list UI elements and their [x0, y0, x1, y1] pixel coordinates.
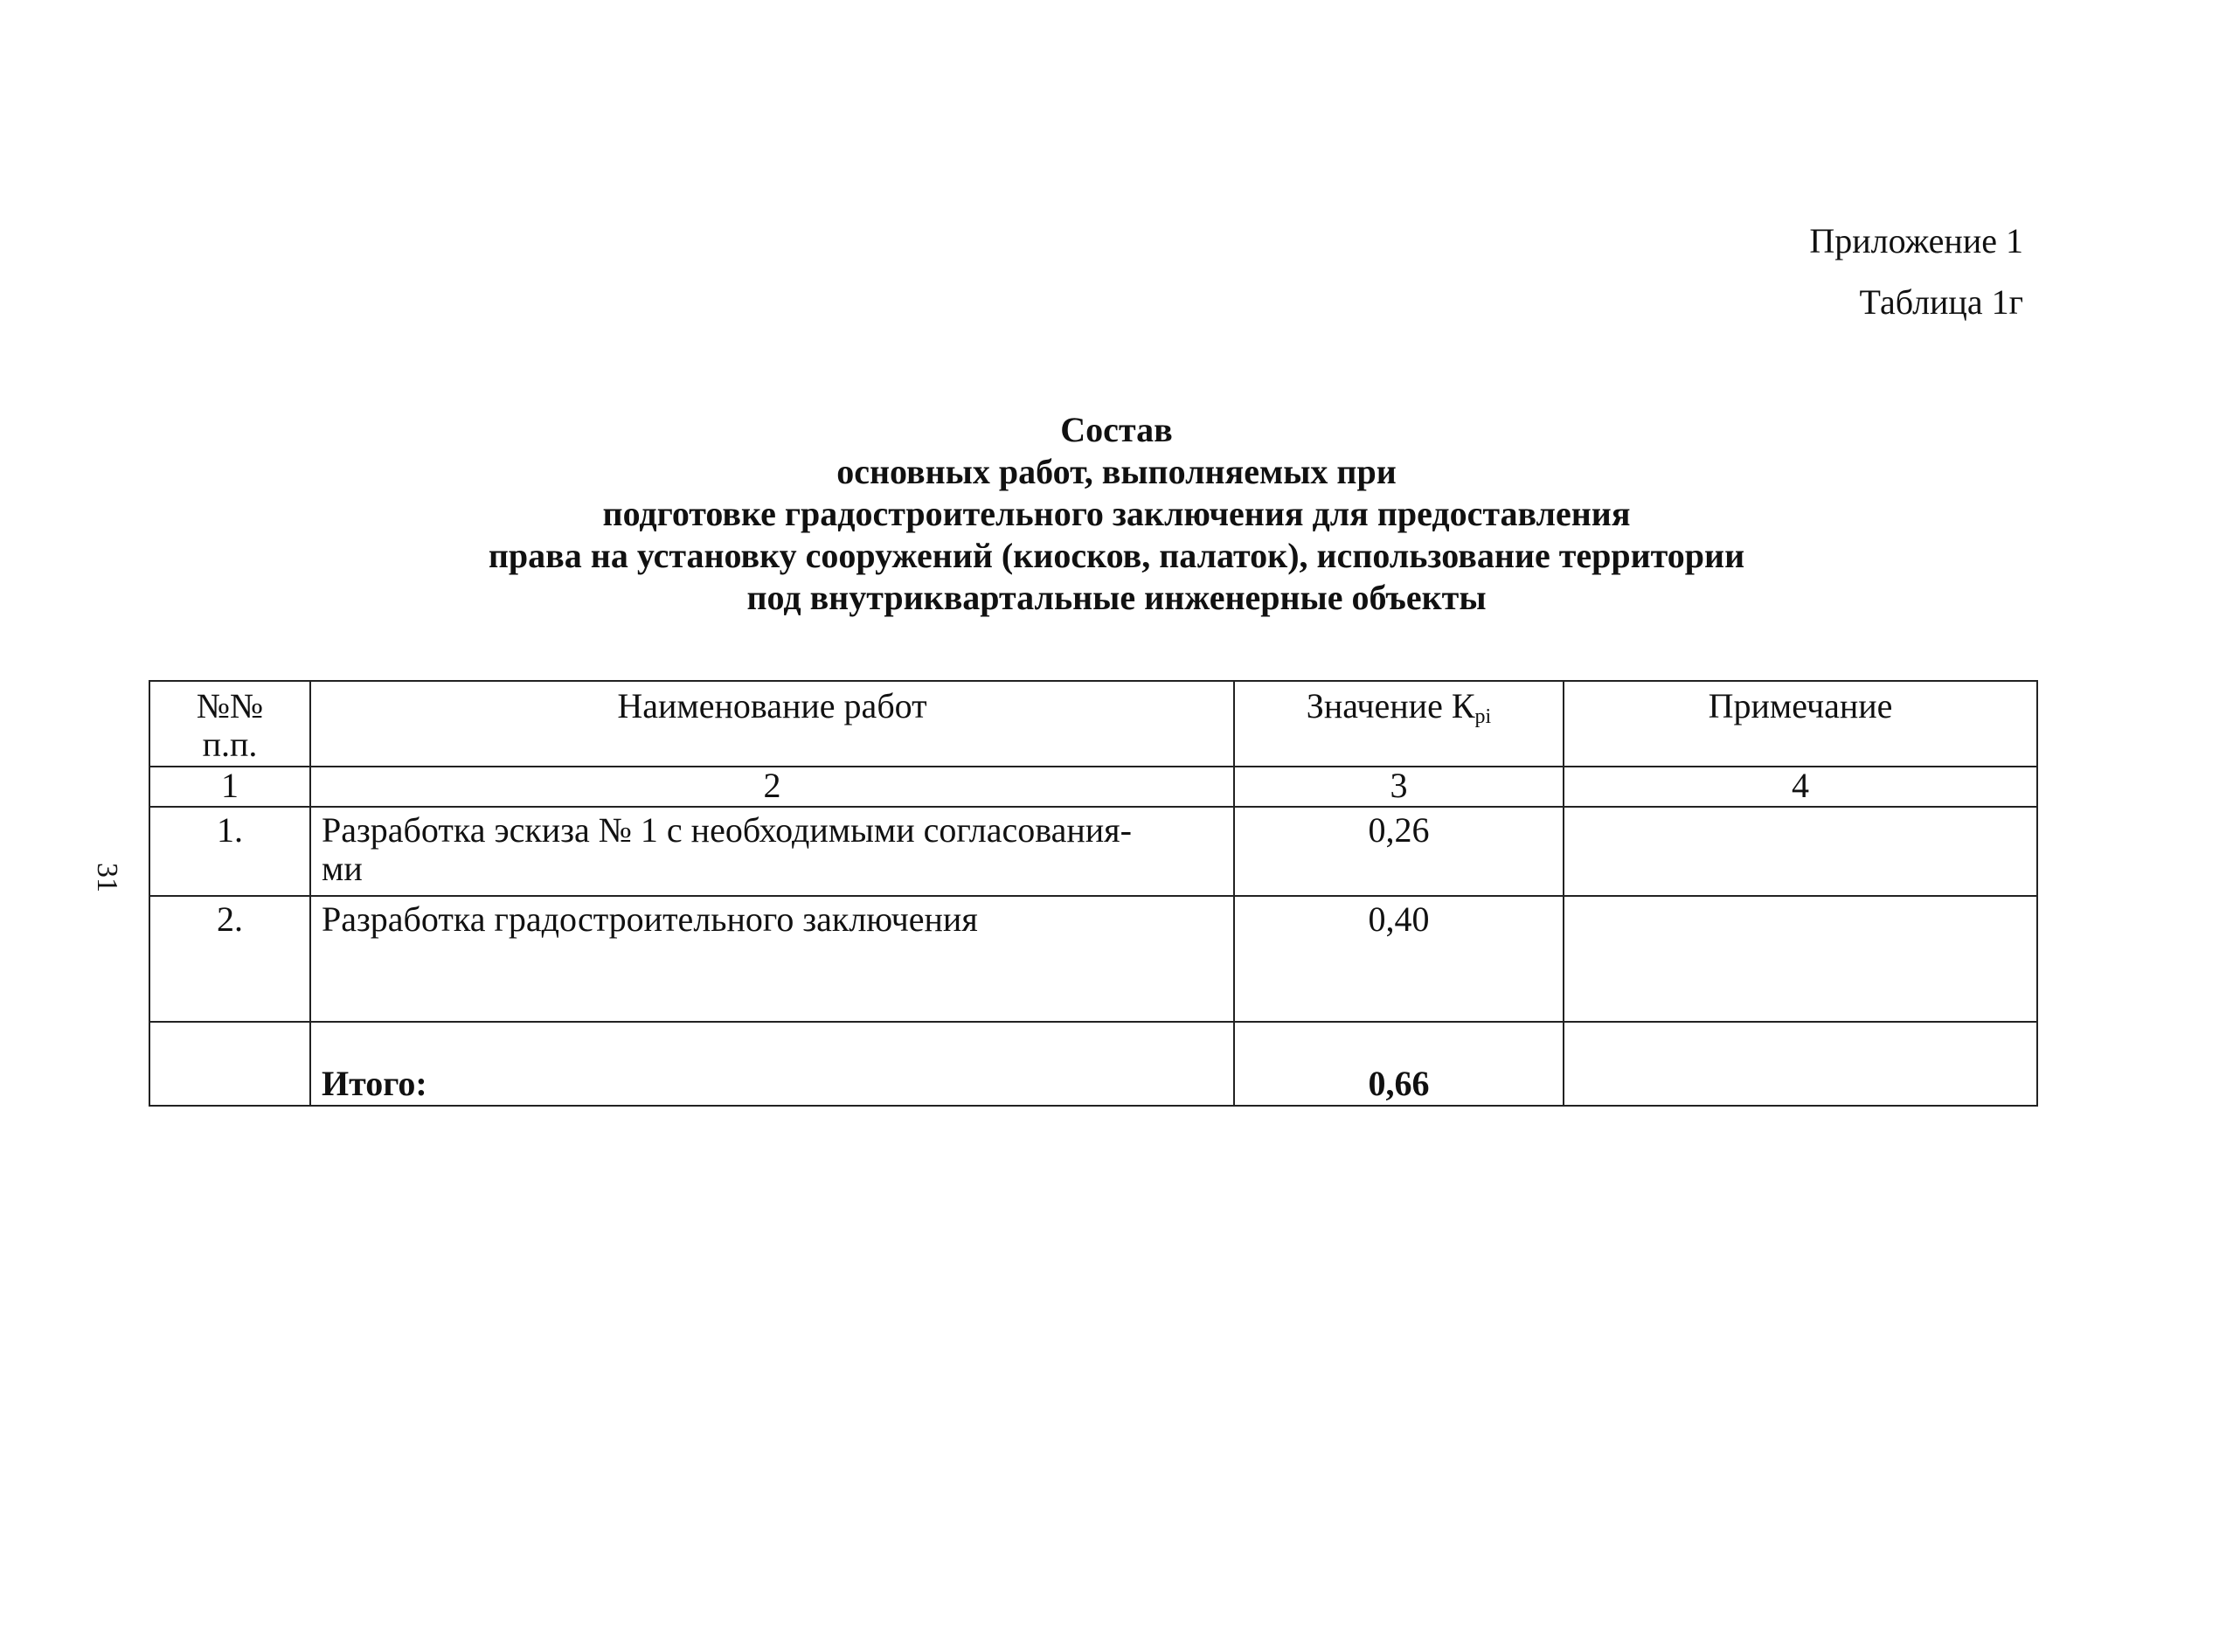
work-name [310, 807, 1234, 896]
appendix-label: Приложение 1 [1809, 221, 2023, 260]
work-note [1564, 896, 2037, 1022]
title-line-5: под внутриквартальные инженерные объекты [746, 578, 1487, 617]
total-note-cell [1564, 1022, 2037, 1106]
table-row [149, 807, 2037, 896]
header-note: Примечание [1564, 681, 2037, 767]
work-value: 0,40 [1234, 896, 1564, 1022]
row-number: 1. [149, 807, 310, 896]
table-header-row [149, 681, 2037, 767]
title-line-4: права на установку сооружений (киосков, палаток), использование территории [488, 536, 1745, 575]
column-number: 2 [310, 767, 1234, 807]
header-number-line-2: п.п. [202, 725, 258, 764]
column-number: 1 [149, 767, 310, 807]
header-value [1234, 681, 1564, 767]
title-line-1: Состав [1060, 410, 1173, 449]
table-row [149, 896, 2037, 1022]
work-name-line-1: Разработка градостроительного заключения [322, 899, 978, 939]
column-number: 4 [1564, 767, 2037, 807]
total-row [149, 1022, 2037, 1106]
work-note [1564, 807, 2037, 896]
header-number-line-1: №№ [196, 686, 264, 725]
work-name-line-1: Разработка эскиза № 1 с необходимыми согласования- [322, 810, 1132, 850]
header-value-subscript: рі [1474, 705, 1492, 728]
title-line-3: подготовке градостроительного заключения для предоставления [602, 494, 1631, 533]
page-number: 31 [91, 863, 123, 892]
table-number-label: Таблица 1г [1859, 282, 2023, 322]
work-name [310, 896, 1234, 1022]
document-title [0, 409, 2233, 619]
column-number: 3 [1234, 767, 1564, 807]
work-value: 0,26 [1234, 807, 1564, 896]
header-work-name: Наименование работ [310, 681, 1234, 767]
header-value-text: Значение К [1306, 686, 1475, 725]
title-line-2: основных работ, выполняемых при [836, 452, 1397, 491]
work-name-line-2: ми [322, 849, 363, 888]
total-number-cell [149, 1022, 310, 1106]
works-table [149, 680, 2038, 1107]
column-number-row [149, 767, 2037, 807]
total-value: 0,66 [1234, 1022, 1564, 1106]
header-number [149, 681, 310, 767]
total-label: Итого: [310, 1022, 1234, 1106]
row-number: 2. [149, 896, 310, 1022]
